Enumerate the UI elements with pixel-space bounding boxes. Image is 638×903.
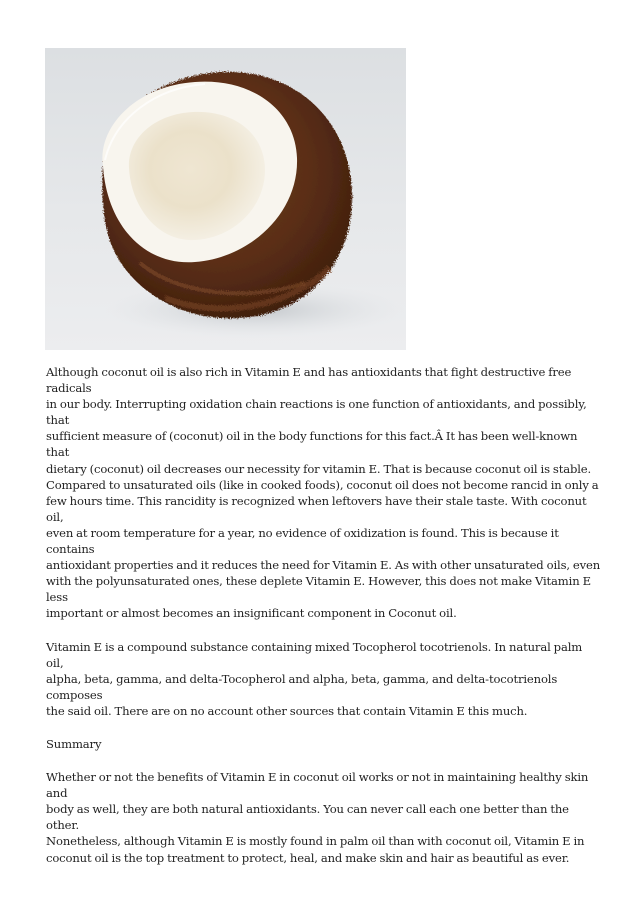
coconut-half-icon bbox=[45, 48, 406, 350]
article-body bbox=[46, 364, 602, 883]
summary-heading: Summary bbox=[46, 736, 102, 751]
paragraph-tocopherol: Vitamin E is a compound substance containing mixed Tocopherol tocotrienols. In natural palm oil, alpha, beta, gamma, and delta-Tocopherol and alpha, beta, gamma, and delta-tocotrienols composes the said oil. There are on no account other sources that contain Vitamin E this much. bbox=[46, 639, 583, 718]
coconut-photo bbox=[45, 48, 406, 350]
paragraph-vitamin-e-antioxidants: Although coconut oil is also rich in Vitamin E and has antioxidants that fight destructive free radicals in our body. Interrupting oxidation chain reactions is one function of antioxidants, and possibly, that sufficient measure of (coconut) oil in the body functions for this fact.Â It has been well-known that dietary (coconut) oil decreases our necessity for vitamin E. That is because coconut oil is stable. Compared to unsaturated oils (like in cooked foods), coconut oil does not become rancid in only a few hours time. This rancidity is recognized when leftovers have their stale taste. With coconut oil, even at room temperature for a year, no evidence of oxidization is found. This is because it contains antioxidant properties and it reduces the need for Vitamin E. As with other unsaturated oils, even with the polyunsaturated ones, these deplete Vitamin E. However, this does not make Vitamin E less important or almost becomes an insignificant component in Coconut oil. bbox=[46, 365, 601, 621]
paragraph-summary: Whether or not the benefits of Vitamin E in coconut oil works or not in maintaining healthy skin and body as well, they are both natural antioxidants. You can never call each one better than the other. Nonetheless, although Vitamin E is mostly found in palm oil than with coconut oil, Vitamin E in coconut oil is the top treatment to protect, heal, and make skin and hair as beautiful as ever. bbox=[46, 770, 589, 865]
